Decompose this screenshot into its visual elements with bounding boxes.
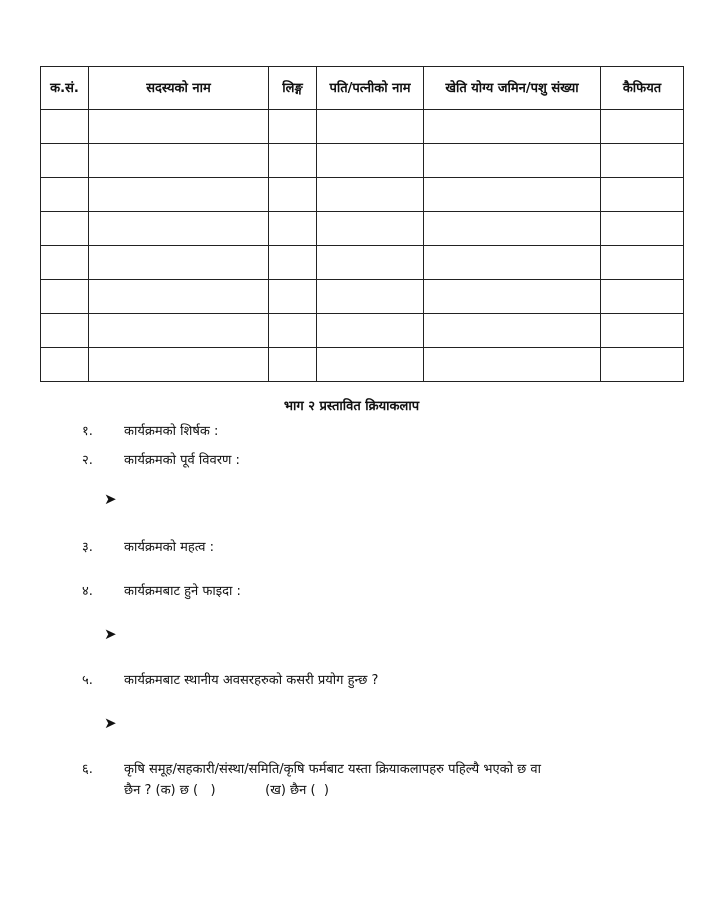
table-cell: [424, 144, 601, 178]
table-row: [41, 280, 684, 314]
table-cell: [317, 212, 424, 246]
table-cell: [89, 110, 269, 144]
table-cell: [41, 212, 89, 246]
table-cell: [41, 246, 89, 280]
table-cell: [269, 144, 317, 178]
arrowhead-bullet-icon: ➤: [104, 625, 117, 643]
table-cell: [269, 314, 317, 348]
table-cell: [601, 110, 684, 144]
table-row: [41, 314, 684, 348]
table-cell: [424, 212, 601, 246]
table-cell: [424, 348, 601, 382]
table-cell: [317, 246, 424, 280]
table-cell: [601, 314, 684, 348]
table-cell: [601, 178, 684, 212]
table-row: [41, 178, 684, 212]
table-cell: [269, 110, 317, 144]
item-label: कार्यक्रमको शिर्षक :: [124, 424, 219, 439]
item-label: कार्यक्रमको महत्व :: [124, 540, 214, 555]
table-cell: [89, 348, 269, 382]
table-cell: [41, 144, 89, 178]
table-cell: [41, 280, 89, 314]
item-number: ३.: [82, 540, 93, 555]
item-label: कृषि समूह/सहकारी/संस्था/समिति/कृषि फर्मबाट यस्ता क्रियाकलापहरु पहिल्यै भएको छ वा: [124, 762, 541, 777]
header-land-livestock: खेति योग्य जमिन/पशु संख्या: [424, 67, 601, 110]
header-spouse-name: पति/पत्नीको नाम: [317, 67, 424, 110]
table-cell: [41, 178, 89, 212]
table-cell: [601, 212, 684, 246]
table-cell: [601, 246, 684, 280]
item-number: ५.: [82, 673, 93, 688]
item-label: कार्यक्रमको पूर्व विवरण :: [124, 453, 240, 468]
item-number: ६.: [82, 762, 93, 777]
table-row: [41, 246, 684, 280]
table-cell: [424, 280, 601, 314]
table-cell: [317, 280, 424, 314]
table-cell: [424, 246, 601, 280]
table-cell: [269, 178, 317, 212]
table-cell: [89, 314, 269, 348]
table-cell: [269, 280, 317, 314]
table-cell: [89, 280, 269, 314]
item-label: कार्यक्रमबाट स्थानीय अवसरहरुको कसरी प्रयोग हुन्छ ?: [124, 673, 379, 688]
table-cell: [317, 178, 424, 212]
table-cell: [269, 212, 317, 246]
section-title: भाग २ प्रस्तावित क्रियाकलाप: [283, 399, 420, 414]
table-row: [41, 348, 684, 382]
header-gender: लिङ्ग: [269, 67, 317, 110]
table-cell: [601, 144, 684, 178]
table-header-row: [41, 67, 684, 110]
arrowhead-bullet-icon: ➤: [104, 490, 117, 508]
table-cell: [424, 178, 601, 212]
item-label: कार्यक्रमबाट हुने फाइदा :: [124, 584, 241, 599]
item-number: १.: [82, 424, 93, 439]
table-cell: [89, 178, 269, 212]
member-table: [40, 66, 684, 382]
item-number: ४.: [82, 584, 93, 599]
header-remarks: कैफियत: [601, 67, 684, 110]
item-number: २.: [82, 453, 93, 468]
table-row: [41, 144, 684, 178]
table-cell: [41, 348, 89, 382]
table-cell: [317, 144, 424, 178]
table-cell: [317, 110, 424, 144]
table-cell: [601, 280, 684, 314]
table-cell: [601, 348, 684, 382]
table-cell: [89, 144, 269, 178]
header-member-name: सदस्यको नाम: [89, 67, 269, 110]
table-cell: [317, 348, 424, 382]
table-cell: [269, 246, 317, 280]
table-cell: [317, 314, 424, 348]
table-cell: [424, 314, 601, 348]
table-row: [41, 110, 684, 144]
table-cell: [41, 110, 89, 144]
table-cell: [41, 314, 89, 348]
table-cell: [89, 246, 269, 280]
header-serial-number: क.सं.: [41, 67, 89, 110]
table-cell: [89, 212, 269, 246]
arrowhead-bullet-icon: ➤: [104, 714, 117, 732]
item-label-continued: छैन ? (क) छ ( ) (ख) छैन ( ): [124, 783, 329, 798]
table-cell: [424, 110, 601, 144]
table-row: [41, 212, 684, 246]
table-cell: [269, 348, 317, 382]
